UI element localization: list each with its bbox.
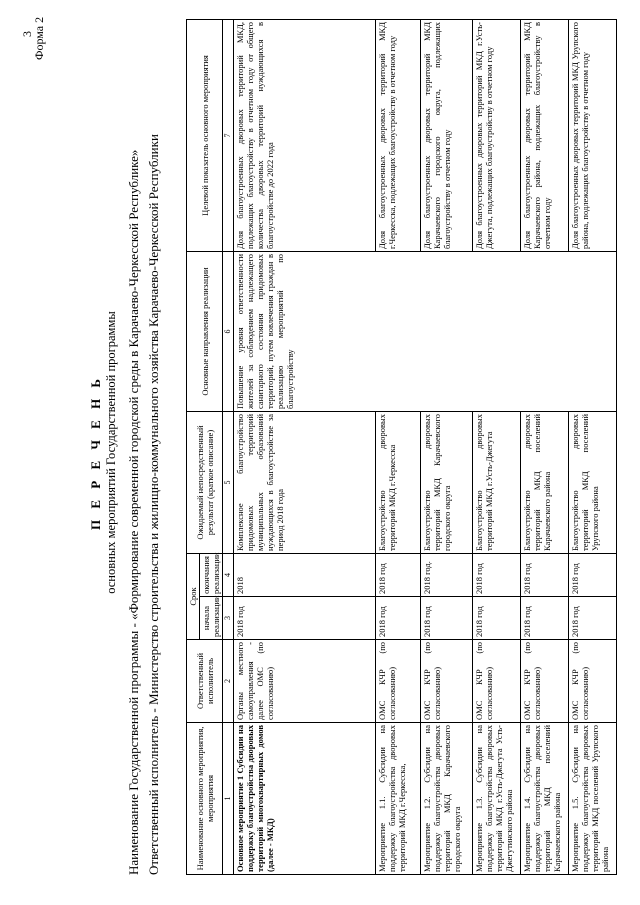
column-number: 7 bbox=[223, 20, 234, 252]
cell-responsible: ОМС КЧР (по согласованию) bbox=[569, 640, 617, 723]
cell-result: Благоустройство дворовых территорий МКД поселений Урупского района bbox=[569, 412, 617, 554]
document-heading: П Е Р Е Ч Е Н Ь bbox=[88, 374, 103, 531]
cell-name: Мероприятие 1.1. Субсидии на поддержку благоустройства дворовых территорий МКД г.Черкесска, bbox=[376, 723, 421, 875]
column-number: 1 bbox=[223, 723, 234, 875]
cell-start: 2018 год bbox=[376, 597, 421, 640]
column-number: 5 bbox=[223, 412, 234, 554]
program-name: Наименование Государственной программы - «Формирование современной городской среды в Карачаево-Черкесской Республике» bbox=[126, 149, 141, 875]
header-name: Наименование основного мероприятия, мероприятия bbox=[187, 723, 223, 875]
header-start: начала реализации bbox=[200, 597, 223, 640]
cell-end: 2018 год bbox=[569, 554, 617, 597]
cell-responsible: ОМС КЧР (по согласованию) bbox=[521, 640, 569, 723]
table-row bbox=[421, 20, 473, 875]
cell-name: Мероприятие 1.2. Субсидии на поддержку благоустройства дворовых территорий МКД Карачаевского городского округа bbox=[421, 723, 473, 875]
header-responsible: Ответственный исполнитель bbox=[187, 640, 223, 723]
table-header-row bbox=[187, 20, 200, 875]
header-indicator: Целевой показатель основного мероприятия bbox=[187, 20, 223, 252]
cell-indicator: Доля благоустроенных дворовых территорий МКД Карачаевского городского округа, подлежащих благоустройству в отчетном году bbox=[421, 20, 473, 252]
cell-indicator: Доля благоустроенных дворовых территорий МКД Урупского района, подлежащих благоустройству в отчетном году bbox=[569, 20, 617, 252]
column-number: 6 bbox=[223, 252, 234, 412]
header-term: Срок bbox=[187, 554, 200, 640]
column-number: 3 bbox=[223, 597, 234, 640]
cell-start: 2018 год bbox=[234, 597, 376, 640]
form-label: Форма 2 bbox=[32, 16, 46, 60]
cell-start: 2018 год bbox=[521, 597, 569, 640]
header-directions: Основные направления реализации bbox=[187, 252, 223, 412]
cell-end: 2018 bbox=[234, 554, 376, 597]
cell-result: Благоустройство дворовых территорий МКД поселений Карачаевского района bbox=[521, 412, 569, 554]
table-row bbox=[569, 20, 617, 875]
document-subheading: основных мероприятий Государственной программы bbox=[104, 311, 118, 594]
table-row bbox=[376, 20, 421, 875]
cell-indicator: Доля благоустроенных дворовых территорий МКД г.Усть-Джегута, подлежащих благоустройству в отчетном году bbox=[473, 20, 521, 252]
cell-name: Мероприятие 1.5. Субсидии на поддержку благоустройства дворовых территорий МКД поселений Урупского района bbox=[569, 723, 617, 875]
cell-result: Благоустройство дворовых территорий МКД г.Усть-Джегута bbox=[473, 412, 521, 554]
cell-responsible: ОМС КЧР (по согласованию) bbox=[473, 640, 521, 723]
cell-responsible: ОМС КЧР (по согласованию) bbox=[421, 640, 473, 723]
table-row bbox=[234, 20, 376, 875]
header-end: окончания реализации bbox=[200, 554, 223, 597]
column-number: 4 bbox=[223, 554, 234, 597]
cell-indicator: Доля благоустроенных дворовых территорий МКД, подлежащих благоустройству в отчетном году от общего количества дворовых территорий нуждающихся в благоустройстве до 2022 года bbox=[234, 20, 376, 252]
cell-responsible: Органы местного самоуправления - далее ОМС (по согласованию) bbox=[234, 640, 376, 723]
responsible-executor: Ответственный исполнитель - Министерство строительства и жилищно-коммунального хозяйства Карачаево-Черкесской Республики bbox=[146, 134, 161, 875]
cell-directions: Повышение уровня ответственности жителей за соблюдением надлежащего санитарного состояния придомовых территорий, путем вовлечения граждан в реализацию мероприятий по благоустройству bbox=[234, 252, 617, 412]
cell-name: Мероприятие 1.4. Субсидии на поддержку благоустройства дворовых территорий МКД поселений Карачаевского района bbox=[521, 723, 569, 875]
table-row bbox=[473, 20, 521, 875]
cell-start: 2018 год bbox=[569, 597, 617, 640]
header-result: Ожидаемый непосредственный результат (краткое описание) bbox=[187, 412, 223, 554]
cell-result: Благоустройство дворовых территорий МКД г.Черкесска bbox=[376, 412, 421, 554]
cell-start: 2018 год bbox=[421, 597, 473, 640]
cell-end: 2018 год bbox=[473, 554, 521, 597]
cell-responsible: ОМС КЧР (по согласованию) bbox=[376, 640, 421, 723]
cell-name: Основное мероприятие 1 Субсидии на поддержку благоустройства дворовых территорий многоквартирных домов (далее - МКД) bbox=[234, 723, 376, 875]
page-number: 3 bbox=[20, 31, 34, 37]
cell-result: Комплексное благоустройство придомовых территорий муниципальных образований нуждающихся в благоустройстве за период 2018 года bbox=[234, 412, 376, 554]
table-row bbox=[521, 20, 569, 875]
cell-indicator: Доля благоустроенных дворовых территорий МКД Карачаевского района, подлежащих благоустройству в отчетном году bbox=[521, 20, 569, 252]
column-number-row bbox=[223, 20, 234, 875]
cell-result: Благоустройство дворовых территорий МКД Карачаевского городского округа bbox=[421, 412, 473, 554]
cell-start: 2018 год bbox=[473, 597, 521, 640]
cell-end: 2018 год bbox=[521, 554, 569, 597]
cell-end: 2018 год bbox=[376, 554, 421, 597]
activities-table bbox=[186, 19, 617, 875]
column-number: 2 bbox=[223, 640, 234, 723]
cell-name: Мероприятие 1.3. Субсидии на поддержку благоустройства дворовых территорий МКД г.Усть-Джегута Усть-Джегутинского района bbox=[473, 723, 521, 875]
cell-indicator: Доля благоустроенных дворовых территорий МКД г.Черкесска, подлежащих благоустройству в отчетном году bbox=[376, 20, 421, 252]
cell-end: 2018 год. bbox=[421, 554, 473, 597]
